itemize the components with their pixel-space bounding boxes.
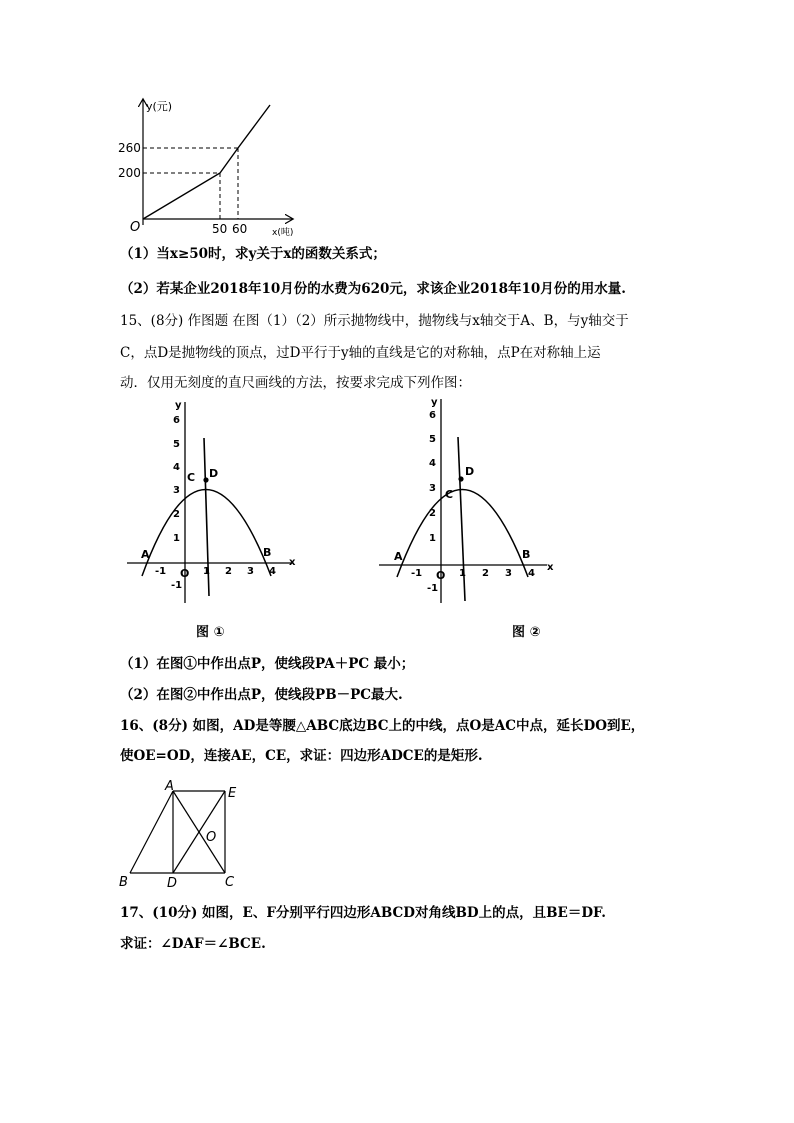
fig2-y-tick: 4 xyxy=(429,458,436,469)
fig1-x-tick: -1 xyxy=(155,566,167,577)
fig1-y-label: y xyxy=(175,400,182,411)
fig2-y-tick: 2 xyxy=(429,508,436,519)
fig2-x-tick: 1 xyxy=(459,568,466,579)
cost-function-line xyxy=(143,105,270,219)
y-axis-label: y(元) xyxy=(146,100,173,113)
fig1-origin: O xyxy=(180,567,190,580)
fig2-y-tick: 5 xyxy=(429,434,436,445)
fig2-x-tick: 4 xyxy=(528,568,535,579)
q17-line2: 求证：∠DAF＝∠BCE. xyxy=(120,936,266,952)
fig1-point-c: C xyxy=(187,471,196,484)
fig1-x-tick: 2 xyxy=(225,566,232,577)
fig1-y-tick: 6 xyxy=(173,415,180,426)
rectangle-adce-figure xyxy=(115,780,255,892)
fig2-vertex-point xyxy=(458,476,463,481)
parabola-figure-1 xyxy=(125,398,305,608)
q17-line1: 17、(10分) 如图，E、F分别平行四边形ABCD对角线BD上的点，且BE＝DF. xyxy=(120,905,606,921)
fig2-y-tick: 1 xyxy=(429,533,436,544)
x-tick-50: 50 xyxy=(212,222,228,236)
fig1-x-label: x xyxy=(289,557,296,568)
parabola-figure-2 xyxy=(375,395,555,605)
point-c: C xyxy=(225,875,235,890)
fig2-y-label: y xyxy=(431,397,438,408)
point-o: O xyxy=(206,830,217,845)
fig1-point-a: A xyxy=(141,548,150,561)
fig2-origin: O xyxy=(436,569,446,582)
fig1-y-tick: 5 xyxy=(173,439,180,450)
fig1-y-tick: 2 xyxy=(173,509,180,520)
origin-label: O xyxy=(130,220,141,235)
fig2-x-tick: 2 xyxy=(482,568,489,579)
q14-part2: （2）若某企业2018年10月份的水费为620元，求该企业2018年10月份的用水量. xyxy=(120,281,626,297)
fig1-y-tick: -1 xyxy=(171,580,183,591)
fig1-x-tick: 1 xyxy=(203,566,210,577)
x-axis-label: x(吨) xyxy=(272,228,294,238)
fig1-y-tick: 1 xyxy=(173,533,180,544)
fig2-point-b: B xyxy=(522,548,531,561)
point-d: D xyxy=(167,876,178,891)
q16-line1: 16、(8分) 如图，AD是等腰△ABC底边BC上的中线，点O是AC中点，延长DO到E， xyxy=(120,718,645,734)
point-e: E xyxy=(228,786,237,801)
fig1-point-b: B xyxy=(263,546,272,559)
water-fee-graph xyxy=(110,95,310,240)
fig2-y-tick: 6 xyxy=(429,410,436,421)
y-tick-200: 200 xyxy=(118,166,141,180)
fig2-point-c: C xyxy=(445,488,454,501)
fig2-point-d: D xyxy=(465,465,475,478)
fig2-point-a: A xyxy=(394,550,403,563)
fig1-caption: 图 ① xyxy=(196,625,225,640)
fig1-x-tick: 4 xyxy=(269,566,276,577)
q15-line3: 动．仅用无刻度的直尺画线的方法，按要求完成下列作图： xyxy=(120,375,471,391)
q15-part1: （1）在图①中作出点P，使线段PA＋PC 最小； xyxy=(120,656,415,672)
fig1-vertex-point xyxy=(203,477,208,482)
q16-line2: 使OE=OD，连接AE，CE，求证：四边形ADCE的是矩形. xyxy=(120,748,483,764)
q15-line1: 15、(8分) 作图题 在图（1）（2）所示抛物线中，抛物线与x轴交于A、B，与y轴交于 xyxy=(120,313,629,329)
fig2-y-tick: -1 xyxy=(427,583,439,594)
fig1-x-tick: 3 xyxy=(247,566,254,577)
point-a: A xyxy=(165,780,174,794)
fig2-y-tick: 3 xyxy=(429,483,436,494)
fig2-x-tick: -1 xyxy=(411,568,423,579)
q15-line2: C，点D是抛物线的顶点，过D平行于y轴的直线是它的对称轴，点P在对称轴上运 xyxy=(120,345,601,361)
x-tick-60: 60 xyxy=(232,222,248,236)
fig1-y-tick: 4 xyxy=(173,462,180,473)
fig2-x-tick: 3 xyxy=(505,568,512,579)
y-tick-260: 260 xyxy=(118,141,141,155)
point-b: B xyxy=(119,875,128,890)
fig1-y-tick: 3 xyxy=(173,485,180,496)
fig1-point-d: D xyxy=(209,467,219,480)
q15-part2: （2）在图②中作出点P，使线段PB－PC最大. xyxy=(120,687,403,703)
segment-ab xyxy=(130,791,173,873)
q14-part1: （1）当x≥50时，求y关于x的函数关系式； xyxy=(120,246,386,262)
fig2-x-label: x xyxy=(547,562,554,573)
fig2-caption: 图 ② xyxy=(512,625,541,640)
